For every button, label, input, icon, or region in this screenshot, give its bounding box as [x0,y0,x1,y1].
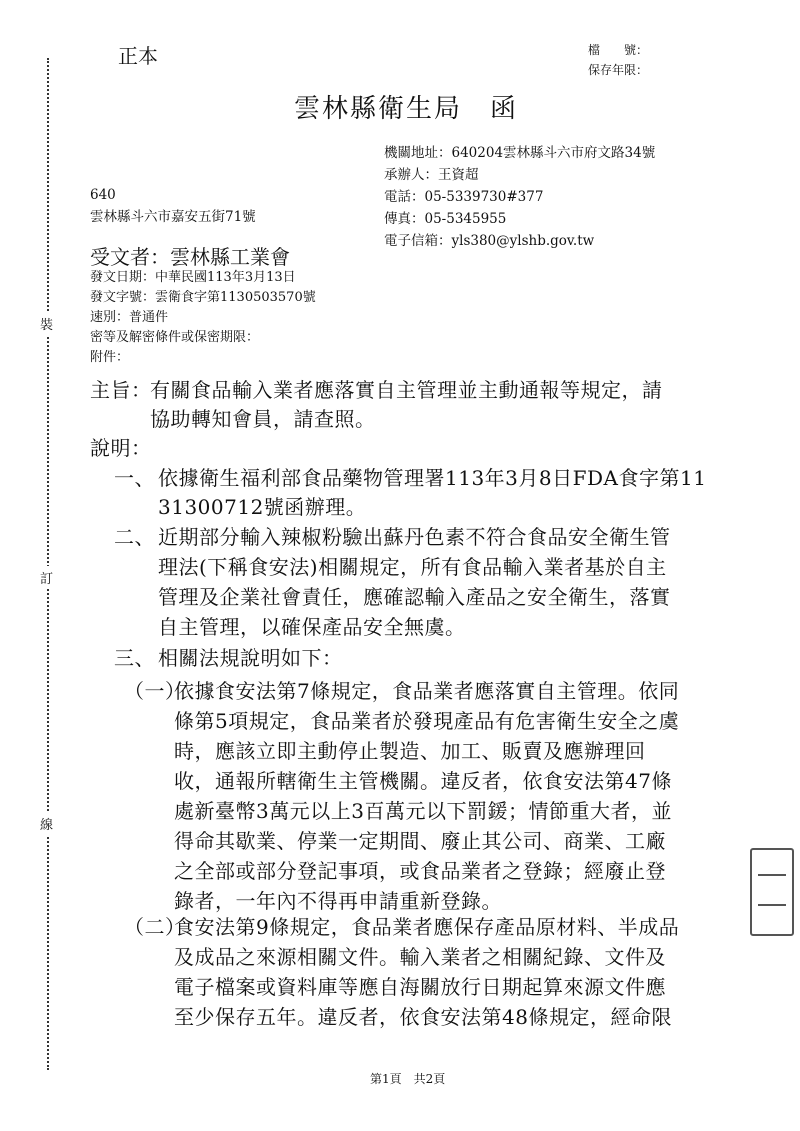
subitem-line: 得命其歇業、停業一定期間、廢止其公司、商業、工廠 [174,829,666,853]
subitem-line: 至少保存五年。違反者，依食安法第48條規定，經命限 [174,1005,672,1029]
subitem-line: 收，通報所轄衛生主管機關。違反者，依食安法第47條 [174,769,672,793]
recipient-address: 雲林縣斗六市嘉安五街71號 [90,209,256,225]
subitem-number: （一） [124,679,186,703]
document-title: 雲林縣衛生局 函 [294,94,519,124]
item-number: 一、 [114,466,155,490]
page-footer: 第1頁 共2頁 [370,1072,446,1086]
item-number: 三、 [114,646,155,670]
subitem-line: 及成品之來源相關文件。輸入業者之相關紀錄、文件及 [174,945,666,969]
item-line: 理法(下稱食安法)相關規定，所有食品輸入業者基於自主 [158,555,667,579]
issue-date: 發文日期：中華民國113年3月13日 [90,270,296,285]
recipient-postcode: 640 [90,187,116,203]
subitem-line: 處新臺幣3萬元以上3百萬元以下罰鍰；情節重大者，並 [174,799,672,823]
document-number: 發文字號：雲衛食字第1130503570號 [90,290,316,305]
subitem-number: （二） [124,915,186,939]
subitem-line: 時，應該立即主動停止製造、加工、販賣及應辦理回 [174,739,646,763]
item-line: 相關法規說明如下： [158,646,343,670]
attachment: 附件： [90,350,130,365]
item-line: 31300712號函辦理。 [158,495,367,519]
classification: 密等及解密條件或保密期限： [90,330,260,345]
agency-email: 電子信箱：yls380@ylshb.gov.tw [384,233,595,249]
item-line: 依據衛生福利部食品藥物管理署113年3月8日FDA食字第11 [158,466,707,490]
urgency: 速別：普通件 [90,310,169,325]
binding-mark-zhuang: 裝 [40,312,53,335]
subitem-line: 錄者，一年內不得再申請重新登錄。 [174,889,502,913]
item-line: 管理及企業社會責任，應確認輸入產品之安全衛生，落實 [158,585,671,609]
explanation-label: 說明： [90,436,152,460]
agency-phone: 電話：05-5339730#377 [384,189,544,205]
binding-mark-xian: 線 [40,812,53,835]
copy-label: 正本 [118,44,158,68]
binding-line [47,58,49,1070]
subject-label: 主旨： [90,378,152,402]
subitem-line: 條第5項規定，食品業者於發現產品有危害衛生安全之虞 [174,709,680,733]
subitem-line: 電子檔案或資料庫等應自海關放行日期起算來源文件應 [174,975,666,999]
subitem-line: 食安法第9條規定，食品業者應保存產品原材料、半成品 [174,915,680,939]
seal-stamp [750,848,794,936]
agency-handler: 承辦人：王資超 [384,167,479,183]
subject-line: 有關食品輸入業者應落實自主管理並主動通報等規定，請 [150,378,663,402]
recipient-line: 受文者：雲林縣工業會 [90,245,290,269]
document-meta [90,268,316,368]
item-line: 近期部分輸入辣椒粉驗出蘇丹色素不符合食品安全衛生管 [158,525,671,549]
agency-info [384,142,655,252]
retention-label: 保存年限： [588,63,649,77]
subitem-line: 依據食安法第7條規定，食品業者應落實自主管理。依同 [174,679,680,703]
file-number-label: 檔 號： [588,43,649,57]
subitem-line: 之全部或部分登記事項，或食品業者之登錄；經廢止登 [174,859,666,883]
binding-mark-ding: 訂 [40,566,53,589]
agency-address: 機關地址：640204雲林縣斗六市府文路34號 [384,145,656,161]
item-number: 二、 [114,525,155,549]
agency-fax: 傳真：05-5345955 [384,211,507,227]
recipient-address-block [90,184,256,228]
item-line: 自主管理，以確保產品安全無虞。 [158,615,466,639]
subject-line: 協助轉知會員，請查照。 [150,407,376,431]
